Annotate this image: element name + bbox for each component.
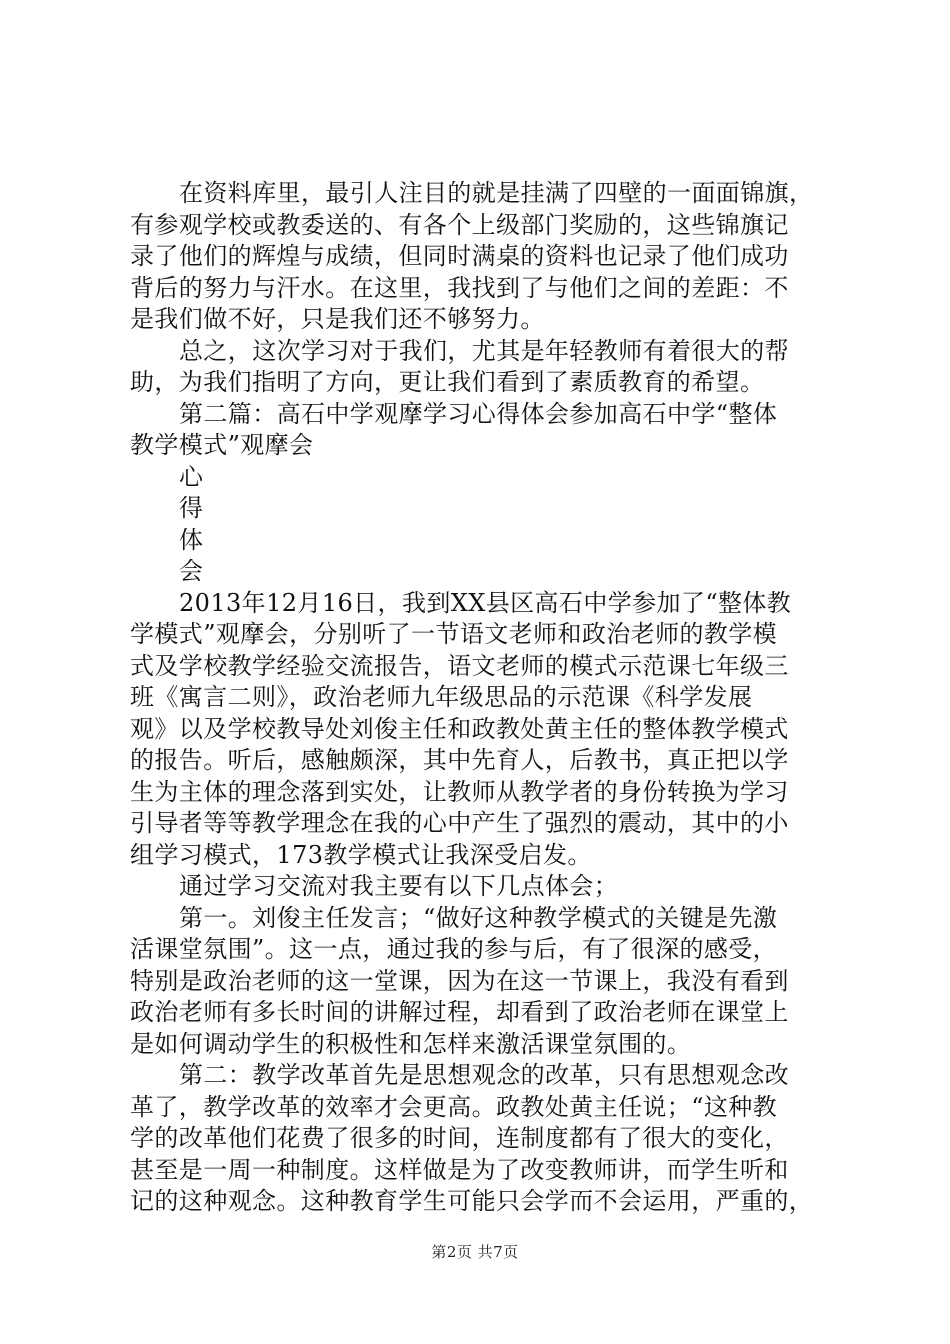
text-line: 政治老师有多长时间的讲解过程，却看到了政治老师在课堂上: [130, 998, 789, 1026]
text-line: 在资料库里，最引人注目的就是挂满了四壁的一面面锦旗，: [179, 179, 814, 207]
text-line: 学模式”观摩会，分别听了一节语文老师和政治老师的教学模: [130, 620, 778, 648]
text-line: 第一。刘俊主任发言；“做好这种教学模式的关键是先激: [179, 903, 778, 932]
text-line: 式及学校教学经验交流报告，语文老师的模式示范课七年级三: [130, 651, 789, 680]
text-line: 背后的努力与汗水。在这里，我找到了与他们之间的差距：不: [130, 273, 789, 302]
text-line: 第二：教学改革首先是思想观念的改革，只有思想观念改: [179, 1061, 789, 1089]
text-line: 通过学习交流对我主要有以下几点体会；: [179, 872, 619, 900]
text-line: 教学模式”观摩会: [130, 431, 314, 459]
text-line: 活课堂氛围”。这一点，通过我的参与后，有了很深的感受，: [130, 935, 778, 963]
text-line: 有参观学校或教委送的、有各个上级部门奖励的，这些锦旗记: [130, 210, 789, 239]
text-line: 的报告。听后，感触颇深，其中先育人，后教书，真正把以学: [130, 746, 789, 774]
text-line: 总之，这次学习对于我们，尤其是年轻教师有着很大的帮: [179, 336, 789, 365]
text-line: 是我们做不好，只是我们还不够努力。: [130, 305, 545, 333]
text-line: 录了他们的辉煌与成绩，但同时满桌的资料也记录了他们成功: [130, 242, 789, 270]
text-line: 会: [179, 557, 204, 585]
text-line: 引导者等等教学理念在我的心中产生了强烈的震动，其中的小: [130, 809, 789, 837]
text-line: 2013年12月16日，我到XX县区高石中学参加了“整体教: [179, 588, 792, 617]
text-line: 记的这种观念。这种教育学生可能只会学而不会运用，严重的，: [130, 1187, 814, 1215]
text-line: 生为主体的理念落到实处，让教师从教学者的身份转换为学习: [130, 777, 789, 806]
text-line: 观》以及学校教导处刘俊主任和政教处黄主任的整体教学模式: [130, 714, 789, 743]
text-line: 心: [179, 462, 204, 491]
text-line: 得: [179, 494, 204, 522]
text-line: 体: [179, 525, 204, 554]
page-number-footer: 第2页 共7页: [431, 1243, 519, 1261]
text-line: 组学习模式，173教学模式让我深受启发。: [130, 840, 592, 869]
text-line: 是如何调动学生的积极性和怎样来激活课堂氛围的。: [130, 1029, 692, 1058]
text-line: 特别是政治老师的这一堂课，因为在这一节课上，我没有看到: [130, 966, 789, 995]
text-line: 革了，教学改革的效率才会更高。政教处黄主任说；“这种教: [130, 1092, 778, 1121]
text-line: 班《寓言二则》，政治老师九年级思品的示范课《科学发展: [130, 683, 753, 711]
text-line: 甚至是一周一种制度。这样做是为了改变教师讲，而学生听和: [130, 1155, 789, 1184]
text-line: 学的改革他们花费了很多的时间，连制度都有了很大的变化，: [130, 1124, 789, 1152]
text-line: 助，为我们指明了方向，更让我们看到了素质教育的希望。: [130, 368, 765, 396]
text-line: 第二篇：高石中学观摩学习心得体会参加高石中学“整体: [179, 399, 778, 428]
document-body: [130, 178, 830, 1218]
